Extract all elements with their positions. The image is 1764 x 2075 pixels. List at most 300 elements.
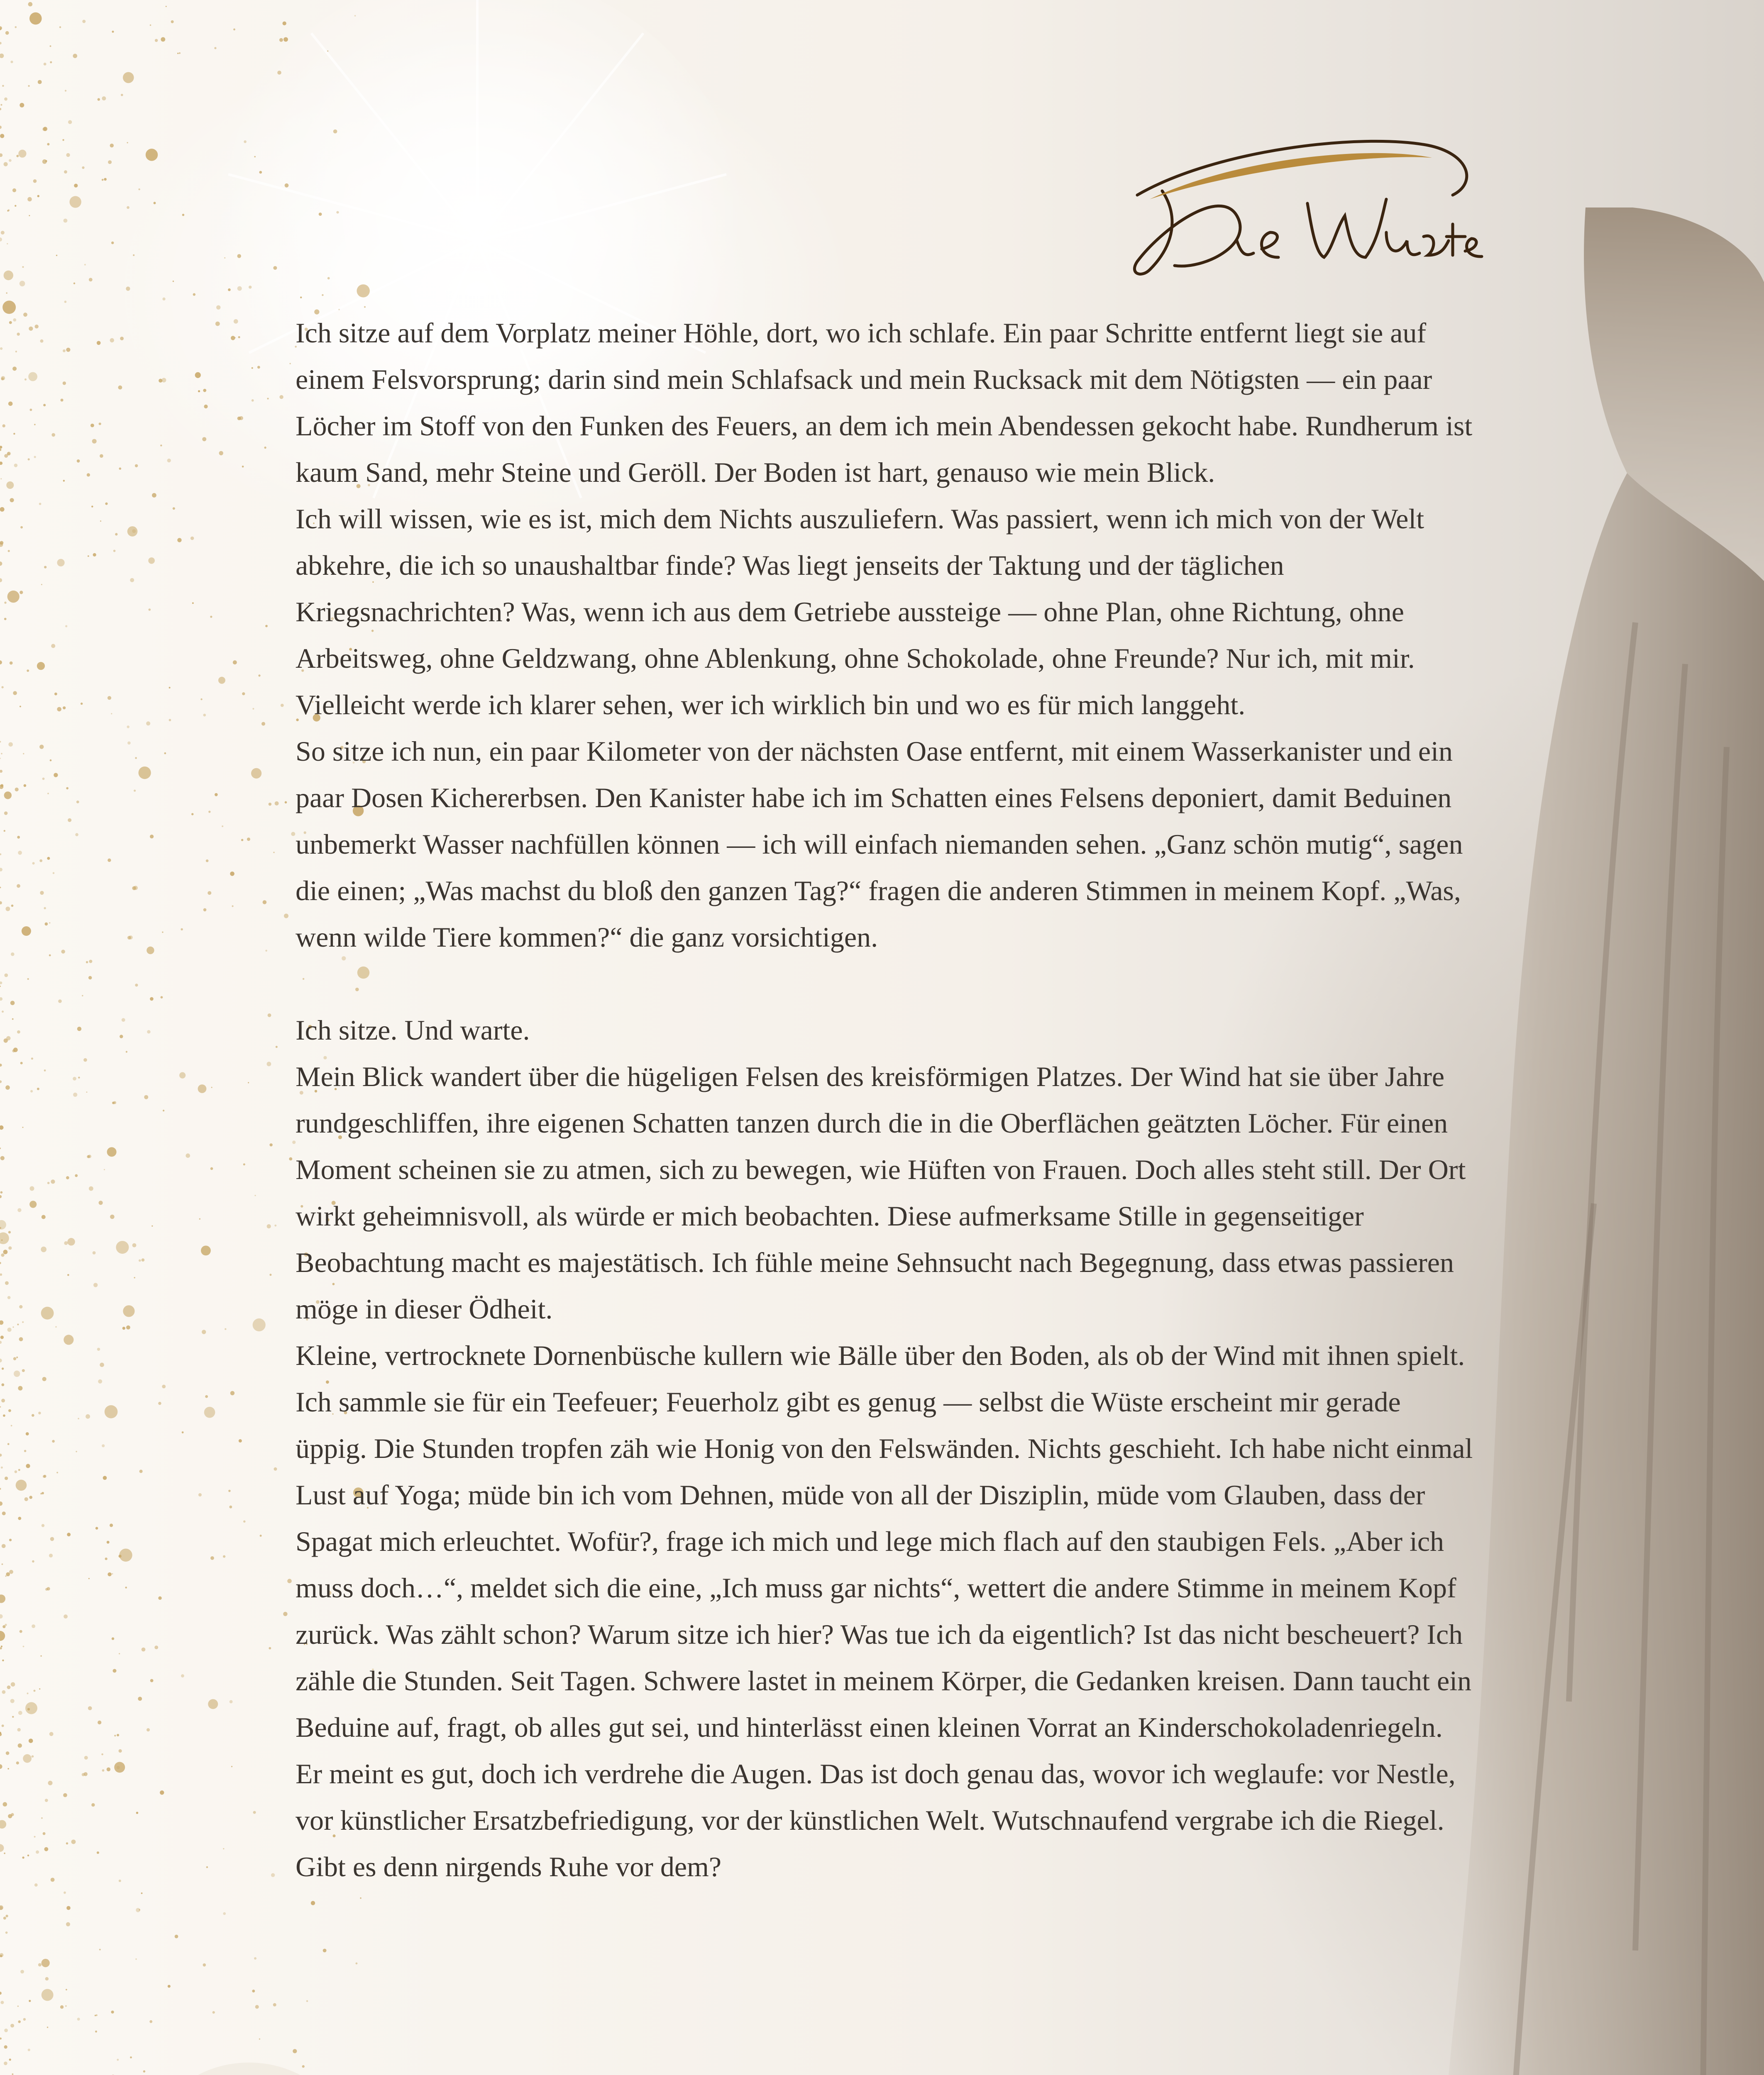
glitter-dot xyxy=(160,444,162,446)
glitter-dot xyxy=(68,120,72,124)
glitter-dot xyxy=(0,126,2,129)
glitter-dot xyxy=(0,1080,2,1083)
glitter-dot xyxy=(98,1379,102,1384)
glitter-dot xyxy=(161,37,165,42)
glitter-dot xyxy=(18,150,26,158)
glitter-dot xyxy=(123,1305,134,1317)
glitter-dot xyxy=(66,1906,71,1910)
glitter-dot xyxy=(12,2073,14,2075)
glitter-dot xyxy=(12,1018,14,1020)
glitter-dot xyxy=(28,2,33,7)
glitter-dot xyxy=(24,1450,26,1452)
glitter-dot xyxy=(4,618,7,620)
glitter-dot xyxy=(38,80,42,84)
glitter-dot xyxy=(182,214,184,216)
glitter-dot xyxy=(0,1147,1,1149)
glitter-dot xyxy=(210,1556,214,1560)
glitter-dot xyxy=(28,372,37,381)
glitter-dot xyxy=(0,1953,3,1957)
glitter-dot xyxy=(252,399,254,402)
glitter-dot xyxy=(218,677,225,684)
glitter-dot xyxy=(67,1533,71,1536)
glitter-dot xyxy=(177,53,178,54)
glitter-dot xyxy=(163,1110,164,1111)
glitter-dot xyxy=(252,708,254,710)
glitter-dot xyxy=(181,928,183,930)
glitter-dot xyxy=(66,348,70,352)
glitter-dot xyxy=(34,424,36,425)
glitter-dot xyxy=(0,461,2,465)
glitter-dot xyxy=(64,219,68,223)
glitter-dot xyxy=(239,416,243,420)
glitter-dot xyxy=(4,2045,7,2048)
glitter-dot xyxy=(15,205,16,207)
glitter-dot xyxy=(0,2038,2,2040)
glitter-dot xyxy=(258,674,260,676)
glitter-dot xyxy=(17,333,20,336)
glitter-dot xyxy=(17,1324,19,1326)
glitter-dot xyxy=(281,704,284,707)
glitter-dot xyxy=(0,1820,6,1829)
glitter-dot xyxy=(86,1091,88,1093)
glitter-dot xyxy=(30,1090,33,1093)
glitter-dot xyxy=(0,507,5,512)
glitter-dot xyxy=(139,767,151,779)
glitter-dot xyxy=(50,61,52,63)
glitter-dot xyxy=(110,144,114,147)
glitter-dot xyxy=(5,1477,8,1480)
glitter-dot xyxy=(0,108,1,110)
glitter-dot xyxy=(47,793,49,794)
glitter-dot xyxy=(237,254,241,258)
glitter-dot xyxy=(41,1247,46,1252)
glitter-dot xyxy=(205,1395,208,1398)
glitter-dot xyxy=(6,1572,10,1577)
glitter-dot xyxy=(0,1195,2,1198)
glitter-dot xyxy=(242,466,244,468)
glitter-dot xyxy=(47,857,50,860)
glitter-dot xyxy=(0,770,2,773)
glitter-dot xyxy=(102,96,106,100)
glitter-dot xyxy=(279,38,283,42)
glitter-dot xyxy=(1,1399,5,1402)
glitter-dot xyxy=(56,1472,58,1474)
glitter-dot xyxy=(99,422,101,425)
glitter-dot xyxy=(15,26,17,28)
glitter-dot xyxy=(22,1369,25,1372)
glitter-dot xyxy=(88,976,92,979)
glitter-dot xyxy=(1,1240,2,1241)
glitter-dot xyxy=(264,447,266,449)
paragraph-2: Ich will wissen, wie es ist, mich dem Nichts auszuliefern. Was passiert, wenn ich mich von der Welt abkehre, die ich so unaushaltbar finde? Was liegt jenseits der Taktung und der täglichen Kriegsnachrichten? Was, wenn ich aus dem Getriebe aussteige — ohne Plan, ohne Richtung, ohne Arbeitsweg, ohne Geldzwang, ohne Ablenkung, ohne Schokolade, ohne Freunde? Nur ich, mit mir. Vielleicht werde ich klarer sehen, wer ich wirklich bin und wo es für mich langgeht. xyxy=(296,503,1424,720)
glitter-dot xyxy=(164,752,166,754)
glitter-dot xyxy=(193,293,195,295)
glitter-dot xyxy=(0,1125,3,1130)
glitter-dot xyxy=(8,742,13,747)
glitter-dot xyxy=(27,669,29,672)
glitter-dot xyxy=(1,753,2,754)
glitter-dot xyxy=(27,197,32,202)
glitter-dot xyxy=(146,721,150,725)
glitter-dot xyxy=(247,837,250,841)
glitter-dot xyxy=(100,520,101,522)
glitter-dot xyxy=(268,1013,271,1017)
glitter-dot xyxy=(15,1470,17,1473)
glitter-dot xyxy=(4,974,8,977)
glitter-dot xyxy=(3,1802,7,1806)
glitter-dot xyxy=(38,1963,42,1967)
glitter-dot xyxy=(27,978,29,980)
glitter-dot xyxy=(0,1321,3,1325)
glitter-dot xyxy=(26,1464,30,1468)
glitter-dot xyxy=(29,1739,33,1743)
glitter-dot xyxy=(0,1156,5,1160)
glitter-dot xyxy=(88,1706,92,1710)
glitter-dot xyxy=(0,134,4,138)
glitter-dot xyxy=(9,159,12,162)
glitter-dot xyxy=(45,1588,48,1591)
glitter-dot xyxy=(2,1690,5,1694)
glitter-dot xyxy=(42,127,46,131)
glitter-dot xyxy=(6,1751,10,1755)
glitter-dot xyxy=(66,1922,70,1926)
glitter-dot xyxy=(0,741,1,743)
glitter-dot xyxy=(211,1087,213,1088)
glitter-dot xyxy=(158,1402,161,1405)
glitter-dot xyxy=(0,54,4,58)
glitter-dot xyxy=(1,686,3,688)
glitter-dot xyxy=(36,1850,39,1854)
glitter-dot xyxy=(14,1371,20,1377)
glitter-dot xyxy=(19,1305,22,1308)
glitter-dot xyxy=(142,1258,145,1262)
glitter-dot xyxy=(107,1767,110,1771)
glitter-dot xyxy=(86,961,88,963)
glitter-dot xyxy=(0,1341,2,1344)
glitter-dot xyxy=(97,341,101,345)
glitter-dot xyxy=(64,1892,66,1894)
glitter-dot xyxy=(285,801,287,804)
glitter-dot xyxy=(139,1260,141,1262)
glitter-dot xyxy=(0,986,1,987)
glitter-dot xyxy=(243,1163,245,1165)
glitter-dot xyxy=(0,237,2,242)
glitter-dot xyxy=(64,1335,73,1345)
glitter-dot xyxy=(210,616,212,618)
glitter-dot xyxy=(0,1233,9,1244)
glitter-dot xyxy=(22,1127,24,1128)
glitter-dot xyxy=(0,1262,1,1264)
glitter-dot xyxy=(25,1702,37,1714)
glitter-dot xyxy=(20,1630,22,1633)
glitter-dot xyxy=(10,2024,14,2028)
glitter-dot xyxy=(5,1624,7,1626)
glitter-dot xyxy=(228,1490,231,1492)
glitter-dot xyxy=(265,625,268,627)
glitter-dot xyxy=(45,1799,48,1802)
glitter-dot xyxy=(148,557,155,564)
glitter-dot xyxy=(10,498,14,502)
glitter-dot xyxy=(7,1443,10,1445)
article-body xyxy=(296,310,1474,1890)
glitter-dot xyxy=(107,1541,110,1544)
glitter-dot xyxy=(89,278,93,282)
glitter-dot xyxy=(73,283,75,284)
glitter-dot xyxy=(202,1330,206,1334)
glitter-dot xyxy=(208,1699,218,1709)
glitter-dot xyxy=(31,1057,33,1059)
glitter-dot xyxy=(155,39,158,42)
glitter-dot xyxy=(1,1253,4,1257)
glitter-dot xyxy=(7,243,8,244)
glitter-dot xyxy=(52,1440,55,1443)
glitter-dot xyxy=(2,424,5,427)
glitter-dot xyxy=(11,1425,12,1427)
glitter-dot xyxy=(66,1176,69,1179)
glitter-dot xyxy=(204,405,208,408)
glitter-dot xyxy=(47,2026,48,2028)
glitter-dot xyxy=(290,363,291,364)
glitter-dot xyxy=(237,286,242,291)
glitter-dot xyxy=(82,995,83,996)
glitter-dot xyxy=(4,2029,8,2032)
glitter-dot xyxy=(39,503,42,505)
glitter-dot xyxy=(198,1493,202,1496)
glitter-dot xyxy=(169,687,171,688)
glitter-dot xyxy=(13,318,16,322)
glitter-dot xyxy=(48,1781,53,1785)
glitter-dot xyxy=(2,1725,4,1727)
glitter-dot xyxy=(29,12,42,25)
glitter-dot xyxy=(142,1648,146,1652)
glitter-dot xyxy=(61,950,65,953)
glitter-dot xyxy=(113,550,116,552)
glitter-dot xyxy=(150,24,151,26)
glitter-dot xyxy=(239,1439,242,1443)
glitter-dot xyxy=(1,1383,4,1386)
glitter-dot xyxy=(181,1674,184,1677)
glitter-dot xyxy=(327,277,330,280)
glitter-dot xyxy=(230,1700,233,1704)
glitter-dot xyxy=(40,1655,42,1657)
glitter-dot xyxy=(18,1743,22,1748)
glitter-dot xyxy=(101,1753,103,1755)
glitter-dot xyxy=(74,184,78,188)
glitter-dot xyxy=(23,1754,32,1763)
glitter-dot xyxy=(201,1246,211,1256)
glitter-dot xyxy=(37,662,45,670)
glitter-dot xyxy=(2,1544,6,1548)
glitter-dot xyxy=(7,210,9,211)
glitter-dot xyxy=(162,932,163,933)
glitter-dot xyxy=(0,853,1,855)
glitter-dot xyxy=(28,85,29,87)
glitter-dot xyxy=(7,1768,9,1770)
glitter-dot xyxy=(0,1501,2,1506)
glitter-dot xyxy=(228,288,231,291)
glitter-dot xyxy=(119,467,122,470)
glitter-dot xyxy=(44,907,46,909)
glitter-dot xyxy=(27,1855,29,1856)
glitter-dot xyxy=(273,852,274,853)
glitter-dot xyxy=(42,1524,44,1527)
glitter-dot xyxy=(45,1977,49,1980)
glitter-dot xyxy=(32,1560,34,1563)
glitter-dot xyxy=(132,529,136,533)
glitter-dot xyxy=(17,1208,21,1212)
glitter-dot xyxy=(13,1047,18,1052)
glitter-dot xyxy=(34,1836,36,1838)
glitter-dot xyxy=(119,1880,121,1882)
glitter-dot xyxy=(100,454,103,458)
glitter-dot xyxy=(7,591,20,603)
glitter-dot xyxy=(232,905,233,907)
glitter-dot xyxy=(34,456,36,458)
glitter-dot xyxy=(214,47,216,49)
glitter-dot xyxy=(283,22,286,25)
glitter-dot xyxy=(40,339,44,343)
glitter-dot xyxy=(0,449,1,451)
glitter-dot xyxy=(24,784,27,787)
glitter-dot xyxy=(144,1095,148,1099)
glitter-dot xyxy=(3,1917,6,1920)
glitter-dot xyxy=(0,981,2,984)
glitter-dot xyxy=(252,367,253,369)
glitter-dot xyxy=(215,322,220,326)
glitter-dot xyxy=(34,1883,38,1887)
glitter-dot xyxy=(30,1186,34,1191)
glitter-dot xyxy=(241,839,243,841)
glitter-dot xyxy=(257,366,260,369)
glitter-dot xyxy=(265,950,267,952)
glitter-dot xyxy=(277,71,281,75)
glitter-dot xyxy=(9,1539,12,1541)
glitter-dot xyxy=(191,813,193,815)
glitter-dot xyxy=(45,923,48,926)
glitter-dot xyxy=(15,788,19,791)
glitter-dot xyxy=(66,1989,67,1991)
glitter-dot xyxy=(33,179,37,183)
glitter-dot xyxy=(279,395,283,399)
glitter-dot xyxy=(229,1506,232,1509)
paragraph-6: Kleine, vertrocknete Dornenbüsche kullern wie Bälle über den Boden, als ob der Wind mit ihnen spielt. Ich sammle sie für ein Teefeuer; Feuerholz gibt es genug — selbst die Wüste erscheint mir gerade üppig. Die Stunden tropfen zäh wie Honig von den Felswänden. Nichts geschieht. Ich habe nicht einmal Lust auf Yoga; müde bin ich vom Dehnen, müde von all der Disziplin, müde vom Glauben, dass der Spagat mich erleuchtet. Wofür?, frage ich mich und lege mich flach auf den staubigen Fels. „Aber ich muss doch…“, meldet sich die eine, „Ich muss gar nichts“, wettert die andere Stimme in meinem Kopf zurück. Was zählt schon? Warum sitze ich hier? Was tue ich da eigentlich? Ist das nicht bescheuert? Ich zähle die Stunden. Seit Tagen. Schwere lastet in meinem Körper, die Gedanken kreisen. Dann taucht ein Beduine auf, fragt, ob alles gut sei, und hinterlässt einen kleinen Vorrat an Kinderschokoladenriegeln. Er meint es gut, doch ich verdrehe die Augen. Das ist doch genau das, wovor ich weglaufe: vor Nestle, vor künstlicher Ersatzbefriedigung, vor der künstlichen Welt. Wutschnaufend vergrabe ich die Riegel. Gibt es denn nirgends Ruhe vor dem? xyxy=(296,1340,1473,1882)
glitter-dot xyxy=(110,338,114,342)
glitter-dot xyxy=(4,791,12,799)
glitter-dot xyxy=(11,1682,15,1687)
glitter-dot xyxy=(81,703,83,705)
glitter-dot xyxy=(17,2006,19,2007)
glitter-dot xyxy=(0,997,2,1001)
glitter-dot xyxy=(51,433,55,437)
glitter-dot xyxy=(62,139,64,141)
glitter-dot xyxy=(0,446,2,449)
glitter-dot xyxy=(49,922,50,923)
glitter-dot xyxy=(20,526,23,529)
glitter-dot xyxy=(23,2018,26,2021)
glitter-dot xyxy=(32,1755,34,1758)
glitter-dot xyxy=(66,153,70,157)
glitter-dot xyxy=(289,1157,292,1161)
glitter-dot xyxy=(108,1572,111,1576)
glitter-dot xyxy=(269,1647,271,1650)
glitter-dot xyxy=(84,1756,88,1760)
glitter-dot xyxy=(6,481,14,489)
glitter-dot xyxy=(1,378,4,381)
glitter-dot xyxy=(173,507,175,510)
glitter-dot xyxy=(254,1195,256,1196)
glitter-dot xyxy=(17,1030,20,1034)
glitter-dot xyxy=(24,1497,28,1501)
glitter-dot xyxy=(129,935,133,940)
glitter-dot xyxy=(49,1554,53,1557)
glitter-dot xyxy=(77,459,80,463)
glitter-dot xyxy=(276,1046,278,1048)
glitter-dot xyxy=(327,50,328,51)
glitter-dot xyxy=(4,162,8,166)
glitter-dot xyxy=(150,997,154,1001)
glitter-dot xyxy=(95,1527,98,1529)
glitter-dot xyxy=(71,1840,76,1844)
glitter-dot xyxy=(0,1359,2,1362)
glitter-dot xyxy=(29,327,33,331)
glitter-dot xyxy=(55,1326,57,1328)
glitter-dot xyxy=(87,473,90,476)
glitter-dot xyxy=(8,1231,11,1233)
glitter-dot xyxy=(51,644,55,648)
glitter-dot xyxy=(0,347,2,350)
glitter-dot xyxy=(0,758,1,759)
glitter-dot xyxy=(254,156,256,158)
glitter-dot xyxy=(202,437,206,441)
glitter-dot xyxy=(22,266,24,268)
glitter-dot xyxy=(0,1594,5,1603)
glitter-dot xyxy=(29,1496,32,1499)
glitter-dot xyxy=(102,179,104,181)
glitter-dot xyxy=(149,608,151,611)
glitter-dot xyxy=(63,706,66,709)
glitter-dot xyxy=(7,1328,12,1332)
glitter-dot xyxy=(0,1488,1,1489)
glitter-dot xyxy=(135,984,138,986)
glitter-dot xyxy=(274,1467,277,1471)
glitter-dot xyxy=(112,1573,113,1575)
glitter-dot xyxy=(17,836,20,839)
glitter-dot xyxy=(111,713,112,714)
glitter-dot xyxy=(2,1367,4,1370)
glitter-dot xyxy=(18,1469,20,1471)
glitter-dot xyxy=(158,1597,161,1600)
glitter-dot xyxy=(273,266,277,270)
glitter-dot xyxy=(13,691,17,695)
glitter-dot xyxy=(126,1051,127,1052)
glitter-dot xyxy=(242,692,245,695)
glitter-dot xyxy=(32,862,35,864)
glitter-dot xyxy=(16,155,19,157)
glitter-dot xyxy=(28,2049,30,2051)
glitter-dot xyxy=(238,336,240,338)
glitter-dot xyxy=(89,960,92,963)
glitter-dot xyxy=(42,1959,50,1967)
glitter-dot xyxy=(78,1077,80,1078)
glitter-dot xyxy=(54,693,57,696)
glitter-dot xyxy=(162,298,165,300)
glitter-dot xyxy=(6,1915,8,1917)
glitter-dot xyxy=(159,379,162,383)
glitter-dot xyxy=(251,768,261,779)
glitter-dot xyxy=(117,2059,119,2061)
glitter-dot xyxy=(18,1711,22,1715)
glitter-dot xyxy=(10,1001,15,1006)
